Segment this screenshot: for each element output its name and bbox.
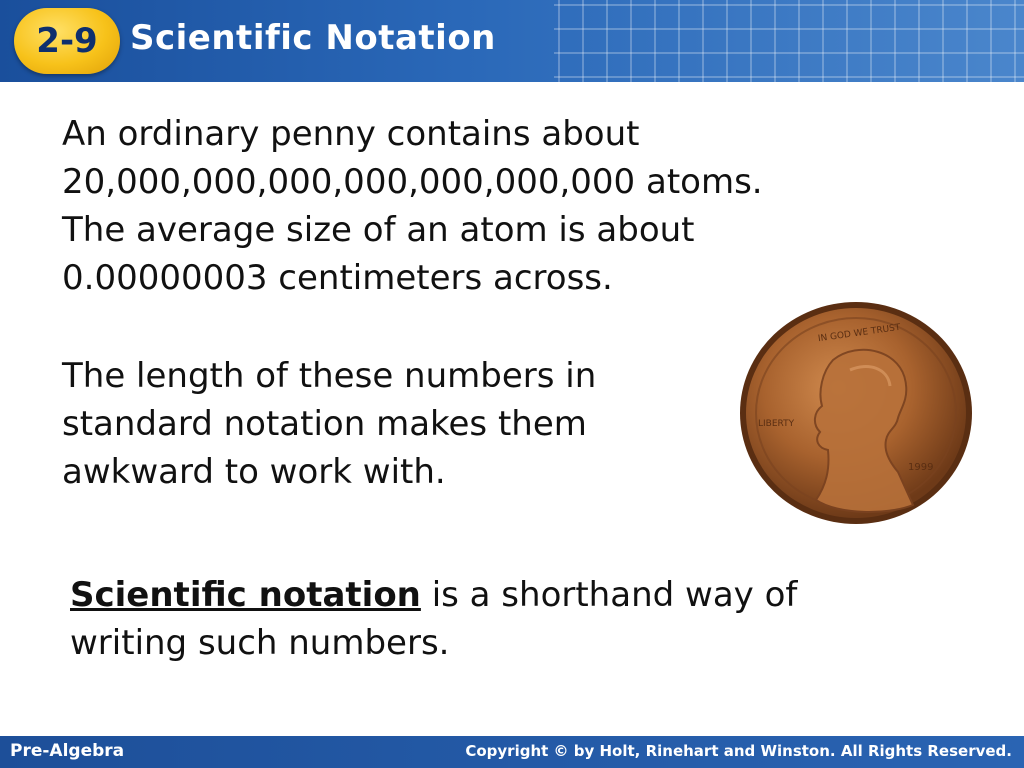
svg-text:LIBERTY: LIBERTY xyxy=(758,419,795,429)
svg-text:IN GOD WE TRUST: IN GOD WE TRUST xyxy=(817,322,902,345)
definition-line: writing such numbers. xyxy=(70,623,450,663)
header-grid-decoration xyxy=(554,0,1024,82)
lesson-number-badge: 2-9 xyxy=(14,8,120,74)
definition-paragraph xyxy=(70,571,970,667)
awkward-line: standard notation makes them xyxy=(62,404,587,444)
awkward-line: The length of these numbers in xyxy=(62,356,597,396)
intro-line: An ordinary penny contains about xyxy=(62,114,640,154)
intro-paragraph xyxy=(62,110,942,302)
slide-title: Scientific Notation xyxy=(130,18,496,58)
definition-text: is a shorthand way of xyxy=(420,575,798,615)
awkward-paragraph xyxy=(62,352,722,496)
awkward-line: awkward to work with. xyxy=(62,452,446,492)
definition-line xyxy=(70,571,970,619)
penny-coin-icon xyxy=(738,300,974,526)
intro-line: 0.00000003 centimeters across. xyxy=(62,258,613,298)
course-name: Pre-Algebra xyxy=(10,741,125,761)
definition-term: Scientific notation xyxy=(70,575,421,615)
intro-line: 20,000,000,000,000,000,000,000 atoms. xyxy=(62,162,763,202)
copyright-notice: Copyright © by Holt, Rinehart and Winston. All Rights Reserved. xyxy=(465,742,1012,760)
intro-line: The average size of an atom is about xyxy=(62,210,695,250)
svg-text:1999: 1999 xyxy=(908,462,934,473)
slide-header xyxy=(0,0,1024,82)
slide-footer xyxy=(0,736,1024,768)
